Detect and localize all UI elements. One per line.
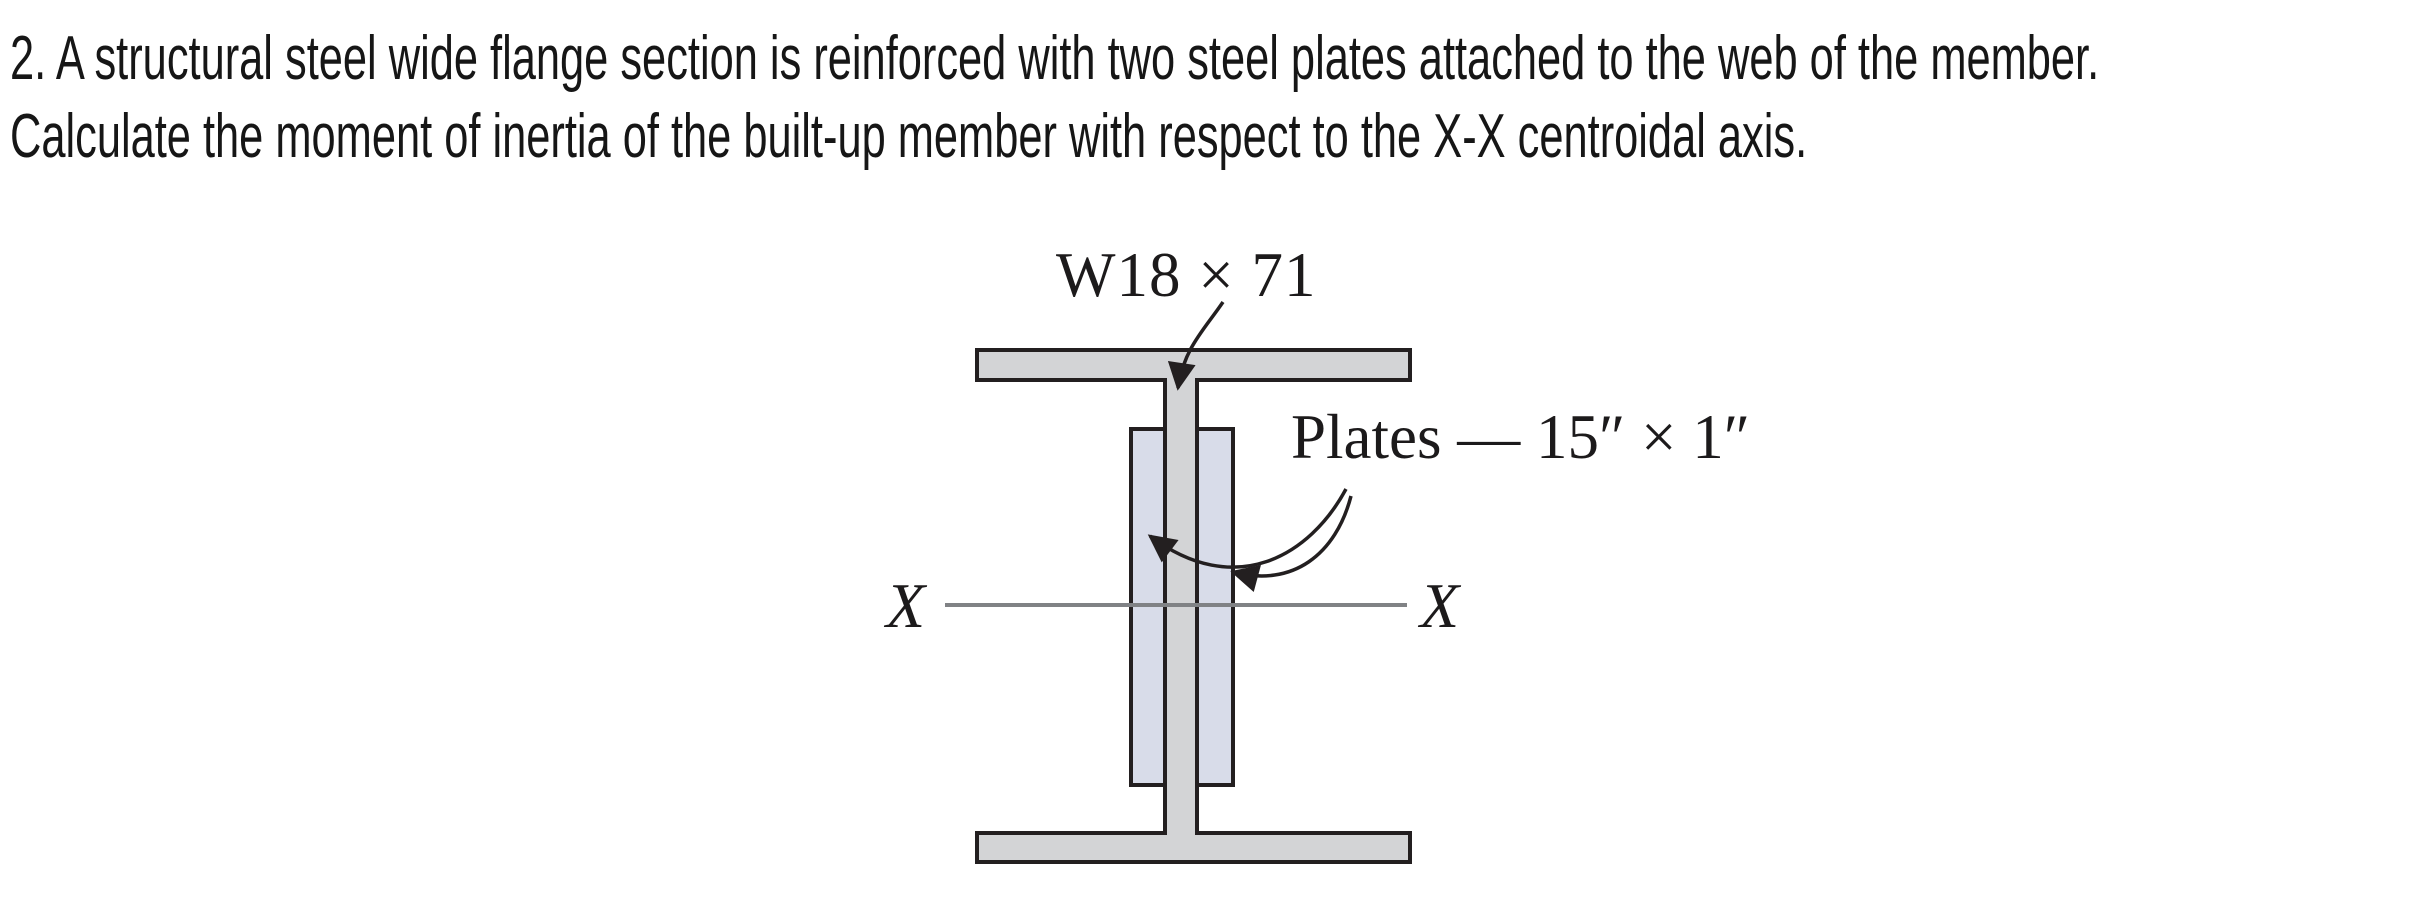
plates-size-label: Plates — 15″ × 1″ [1291,402,1750,472]
problem-statement-line-2: Calculate the moment of inertia of the built-up member with respect to the X-X centroidal axis. [10,102,1808,171]
axis-label-left: X [886,570,926,641]
beam-size-label: W18 × 71 [1056,240,1317,310]
axis-label-right: X [1420,570,1460,641]
problem-statement-line-1: 2. A structural steel wide flange section is reinforced with two steel plates attached to the web of the member. [10,24,2100,93]
